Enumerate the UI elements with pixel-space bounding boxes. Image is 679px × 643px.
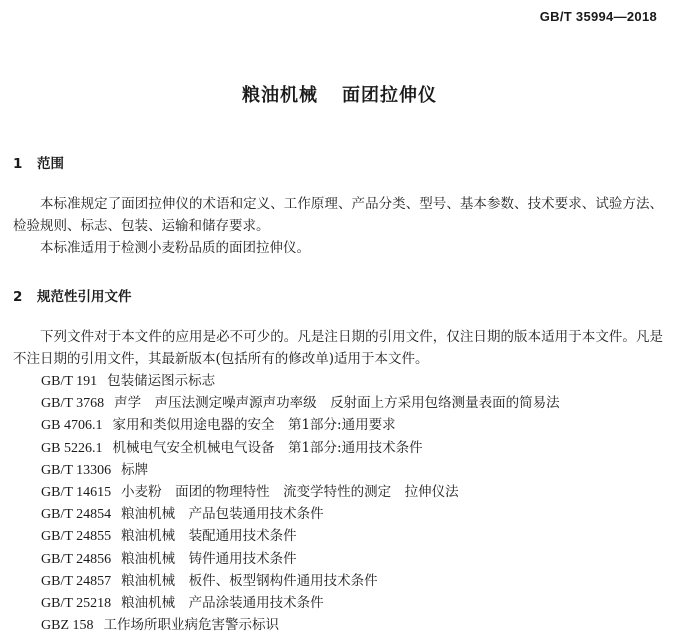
- reference-item: [41, 481, 560, 503]
- reference-title: 包装储运图示标志: [107, 373, 216, 389]
- reference-code: GB/T 24854: [41, 507, 112, 523]
- reference-code: GB 4706.1: [41, 418, 103, 434]
- reference-title: 家用和类似用途电器的安全 第1部分:通用要求: [112, 417, 396, 434]
- reference-title: 粮油机械 产品涂装通用技术条件: [121, 594, 324, 611]
- reference-item: [41, 459, 560, 481]
- section-number: 2: [13, 289, 23, 305]
- reference-code: GB/T 191: [41, 374, 98, 389]
- reference-code: GB/T 3768: [41, 396, 105, 412]
- reference-item: [41, 503, 560, 525]
- reference-code: GB 5226.1: [41, 440, 103, 456]
- reference-item: [41, 548, 560, 570]
- reference-code: GB/T 14615: [41, 484, 112, 500]
- reference-item: [41, 570, 560, 592]
- reference-item: [41, 414, 560, 436]
- title-part-2: 面团拉伸仪: [342, 85, 437, 106]
- section-number: 1: [13, 156, 23, 172]
- reference-title: 机械电气安全机械电气设备 第1部分:通用技术条件: [112, 439, 423, 456]
- reference-item: [41, 592, 560, 614]
- reference-code: GB/T 24856: [41, 551, 112, 567]
- reference-item: [41, 392, 560, 414]
- section-1-paragraph-2: 本标准适用于检测小麦粉品质的面团拉伸仪。: [40, 240, 310, 256]
- section-2-paragraph-1: 下列文件对于本文件的应用是必不可少的。凡是注日期的引用文件，仅注日期的版本适用于本文件。凡是不注日期的引用文件，其最新版本(包括所有的修改单)适用于本文件。: [13, 329, 663, 367]
- reference-code: GBZ 158: [41, 618, 94, 634]
- section-1-heading: [13, 152, 64, 172]
- reference-title: 粮油机械 板件、板型钢构件通用技术条件: [121, 572, 378, 589]
- reference-item: [41, 525, 560, 547]
- reference-item: [41, 437, 560, 459]
- reference-code: GB/T 24855: [41, 529, 112, 545]
- document-title: [0, 81, 679, 107]
- standard-code: GB/T 35994—2018: [539, 9, 657, 24]
- reference-list: [41, 370, 560, 636]
- reference-title: 标牌: [121, 461, 149, 478]
- reference-title: 小麦粉 面团的物理特性 流变学特性的测定 拉伸仪法: [121, 483, 459, 500]
- reference-code: GB/T 24857: [41, 573, 112, 589]
- section-title: 范围: [37, 156, 64, 172]
- reference-item: [41, 614, 560, 636]
- reference-title: 声学 声压法测定噪声源声功率级 反射面上方采用包络测量表面的简易法: [114, 395, 560, 412]
- reference-title: 工作场所职业病危害警示标识: [103, 617, 279, 634]
- title-part-1: 粮油机械: [242, 85, 318, 106]
- reference-code: GB/T 13306: [41, 462, 112, 478]
- reference-title: 粮油机械 装配通用技术条件: [121, 528, 297, 545]
- reference-title: 粮油机械 铸件通用技术条件: [121, 550, 297, 567]
- reference-code: GB/T 25218: [41, 595, 112, 611]
- section-2-heading: [13, 285, 132, 305]
- reference-item: [41, 370, 560, 392]
- section-title: 规范性引用文件: [37, 289, 132, 305]
- section-1-paragraph-1: 本标准规定了面团拉伸仪的术语和定义、工作原理、产品分类、型号、基本参数、技术要求、试验方法、检验规则、标志、包装、运输和储存要求。: [13, 196, 663, 234]
- reference-title: 粮油机械 产品包装通用技术条件: [121, 506, 324, 523]
